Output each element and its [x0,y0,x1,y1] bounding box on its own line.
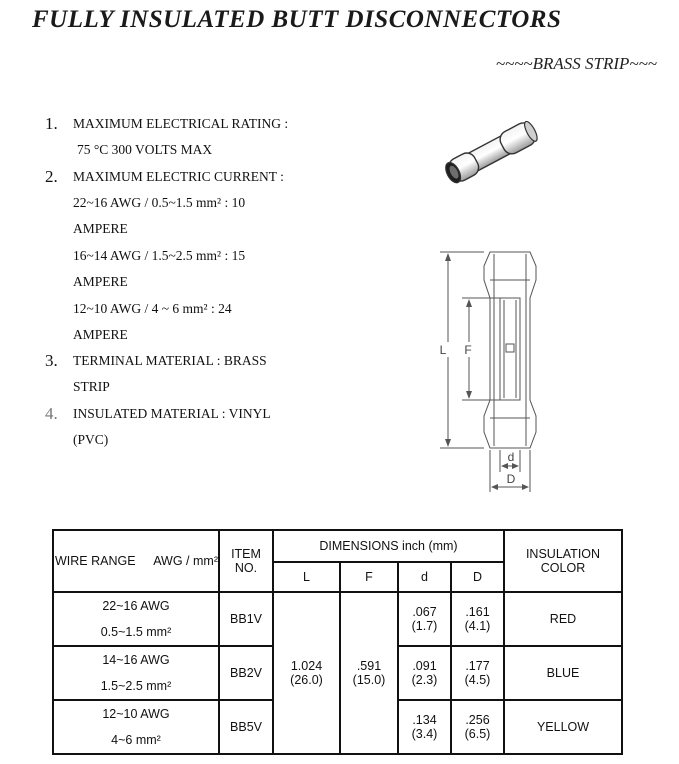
spec-line: AMPERE [73,274,128,289]
spec-number: 4. [45,404,58,423]
header-item-no: ITEM NO. [219,530,273,592]
header-wire-range [53,530,219,592]
spec-line: 22~16 AWG / 0.5~1.5 mm² : 10 [73,195,246,210]
spec-line: 75 °C 300 VOLTS MAX [77,142,213,157]
dimensions-table [52,529,623,755]
spec-line: 16~14 AWG / 1.5~2.5 mm² : 15 [73,248,246,263]
d-cell: .091 (2.3) [398,646,451,700]
wire-range-mm: 1.5~2.5 mm² [100,679,172,693]
butt-connector-illustration [432,112,552,192]
dimension-label-L: L [439,343,447,357]
dimension-label-d: d [507,450,515,464]
spec-number: 3. [45,351,58,370]
spec-line: AMPERE [73,327,128,342]
header-wire-range-label: WIRE RANGE [55,554,136,568]
spec-line: INSULATED MATERIAL : VINYL [73,406,271,421]
wire-range-awg: 12~10 AWG [102,707,170,721]
header-col-d: d [398,562,451,592]
wire-range-awg: 14~16 AWG [102,653,170,667]
header-col-L: L [273,562,340,592]
dimension-label-D: D [506,472,516,486]
spec-number: 2. [45,167,58,186]
dimension-label-F: F [464,343,472,357]
spec-line: MAXIMUM ELECTRIC CURRENT : [73,169,284,184]
spec-line: MAXIMUM ELECTRICAL RATING : [73,116,289,131]
wire-range-awg: 22~16 AWG [102,599,170,613]
insulation-color-cell: RED [504,592,622,646]
spec-line: TERMINAL MATERIAL : BRASS [73,353,267,368]
D-cell: .161 (4.1) [451,592,504,646]
insulation-color-cell: BLUE [504,646,622,700]
spec-line: (PVC) [73,432,109,447]
D-cell: .177 (4.5) [451,646,504,700]
d-cell: .067 (1.7) [398,592,451,646]
insulation-color-cell: YELLOW [504,700,622,754]
spec-line: STRIP [73,379,110,394]
page-title: FULLY INSULATED BUTT DISCONNECTORS [32,6,562,33]
spec-line: 12~10 AWG / 4 ~ 6 mm² : 24 [73,301,232,316]
D-cell: .256 (6.5) [451,700,504,754]
item-no-cell: BB2V [219,646,273,700]
header-insulation-color: INSULATION COLOR [504,530,622,592]
connector-dimension-drawing [432,240,552,495]
wire-range-cell [53,700,219,754]
wire-range-mm: 4~6 mm² [111,733,161,747]
item-no-cell: BB1V [219,592,273,646]
spec-number: 1. [45,114,58,133]
shared-L-cell: 1.024 (26.0) [273,592,340,754]
table-header-row [53,530,622,562]
page-subtitle: ~~~~BRASS STRIP~~~ [495,54,657,73]
wire-range-cell [53,646,219,700]
header-col-F: F [340,562,398,592]
wire-range-mm: 0.5~1.5 mm² [100,625,172,639]
table-row [53,592,622,646]
header-dimensions: DIMENSIONS inch (mm) [273,530,504,562]
spec-line: AMPERE [73,221,128,236]
shared-F-cell: .591 (15.0) [340,592,398,754]
header-awg-mm-label: AWG / mm² [153,554,218,568]
item-no-cell: BB5V [219,700,273,754]
d-cell: .134 (3.4) [398,700,451,754]
header-col-D: D [451,562,504,592]
wire-range-cell [53,592,219,646]
